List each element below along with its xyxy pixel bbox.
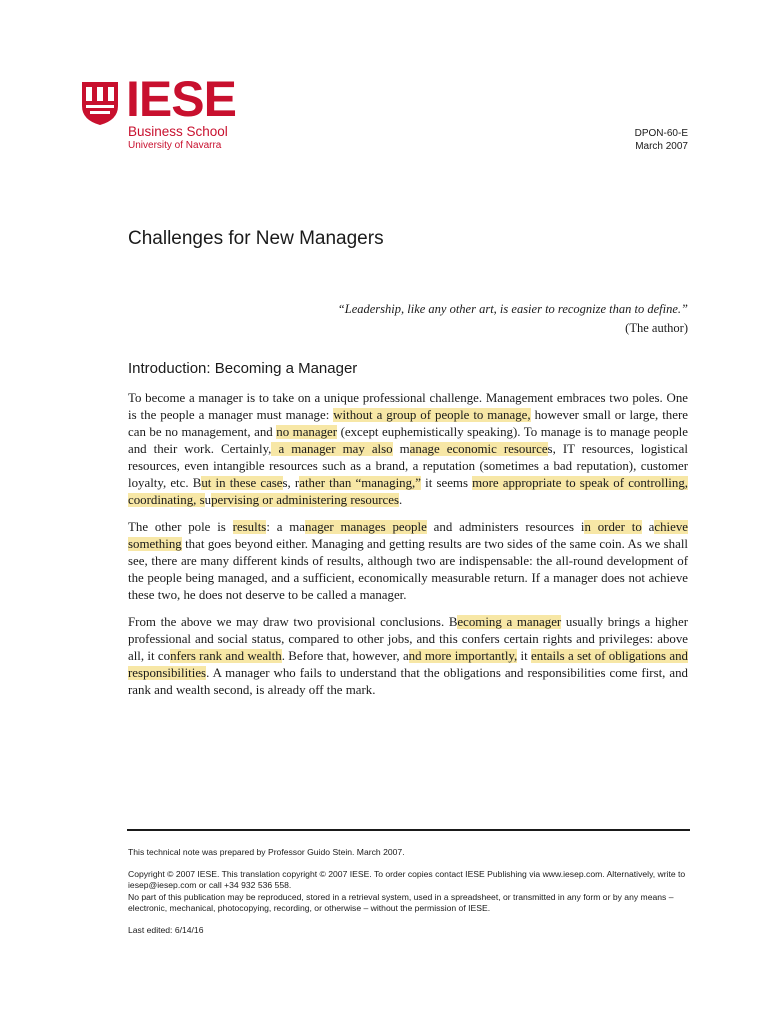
paragraph-3 [128, 614, 688, 699]
text-run: s, r [282, 476, 300, 490]
paragraph-1 [128, 390, 688, 509]
section-heading: Introduction: Becoming a Manager [128, 360, 358, 377]
highlighted-text: entails a set of obligations and responsibilities [128, 649, 688, 680]
highlighted-text: nager manages people [305, 520, 427, 534]
text-run: it [517, 649, 532, 663]
text-run: usually brings a higher professional and social status, compared to other jobs, and this confers certain rights and privileges: above all, it co [128, 615, 688, 663]
epigraph [338, 300, 688, 338]
text-run: (except euphemistically speaking). To manage is to manage people and their work. Certainly, [128, 425, 688, 456]
footer-note: This technical note was prepared by Professor Guido Stein. March 2007. [128, 847, 405, 857]
logo-school-name: Business School [128, 124, 228, 139]
footer [128, 847, 693, 936]
highlighted-text: n order to [584, 520, 642, 534]
document-reference [635, 127, 688, 153]
highlighted-text: ut in these case [201, 476, 283, 490]
text-run: m [392, 442, 410, 456]
highlighted-text: nd more importantly, [408, 649, 518, 663]
text-run: : a ma [266, 520, 306, 534]
body-text [128, 390, 688, 709]
text-run: and administers resources i [426, 520, 585, 534]
text-run: From the above we may draw two provisional conclusions. B [128, 615, 458, 629]
text-run: To become a manager is to take on a unique professional challenge. Management embraces two poles. One is the people a manager must manage: [128, 391, 688, 422]
highlighted-text: a manager may also [271, 442, 393, 456]
text-run: . [399, 493, 403, 507]
highlighted-text: no manager [276, 425, 338, 439]
iese-logo [80, 71, 236, 154]
epigraph-text: “Leadership, like any other art, is easier to recognize than to define.” [337, 302, 688, 316]
document-code: DPON-60-E [634, 128, 688, 139]
highlighted-text: pervising or administering resources [211, 493, 400, 507]
highlighted-text: chieve something [128, 520, 688, 551]
highlighted-text: nfers rank and wealth [170, 649, 282, 663]
epigraph-attribution: (The author) [625, 321, 688, 335]
text-run: a [641, 520, 655, 534]
paragraph-2 [128, 519, 688, 604]
text-run: . Before that, however, a [281, 649, 409, 663]
highlighted-text: results [232, 520, 267, 534]
text-run: s, IT resources, logistical resources, even intangible resources such as a brand, a reputation (sometimes a bad reputation), customer loyalty, etc. B [128, 442, 688, 490]
footer-permission: No part of this publication may be reproduced, stored in a retrieval system, used in a spreadsheet, or transmitted in any form or by any means – electronic, mechanical, photocopying, recording, or otherwise – without the permission of IESE. [128, 891, 674, 913]
text-run: The other pole is [128, 520, 233, 534]
footer-copyright: Copyright © 2007 IESE. This translation copyright © 2007 IESE. To order copies contact IESE Publishing via www.iesep.com. Alternatively, write to iesep@iesep.com or call +34 932 536 558. [128, 868, 686, 890]
text-run: that goes beyond either. Managing and getting results are two sides of the same coin. As we shall see, there are many different kinds of results, although two are indispensable: the all-round development of the people being managed, and a sufficient, economically measurable return. If a manager does not achieve these two, he does not deserve to be called a manager. [128, 537, 688, 602]
text-run: it seems [420, 476, 473, 490]
footer-divider [127, 829, 690, 831]
text-run: however small or large, there can be no management, and [128, 408, 688, 439]
highlighted-text: without a group of people to manage, [333, 408, 531, 422]
document-date: March 2007 [635, 141, 688, 152]
text-run: u [204, 493, 212, 507]
footer-last-edited: Last edited: 6/14/16 [128, 924, 204, 935]
iese-shield-icon [80, 80, 120, 126]
logo-university-name: University of Navarra [128, 140, 222, 151]
page-title: Challenges for New Managers [128, 228, 384, 249]
logo-wordmark: IESE [126, 71, 236, 127]
highlighted-text: more appropriate to speak of controlling, coordinating, s [128, 476, 688, 507]
highlighted-text: anage economic resource [409, 442, 548, 456]
text-run: . A manager who fails to understand that the obligations and responsibilities come first, and rank and wealth second, is already off the mark. [128, 666, 688, 697]
highlighted-text: ecoming a manager [457, 615, 562, 629]
highlighted-text: ather than “managing,” [299, 476, 421, 490]
